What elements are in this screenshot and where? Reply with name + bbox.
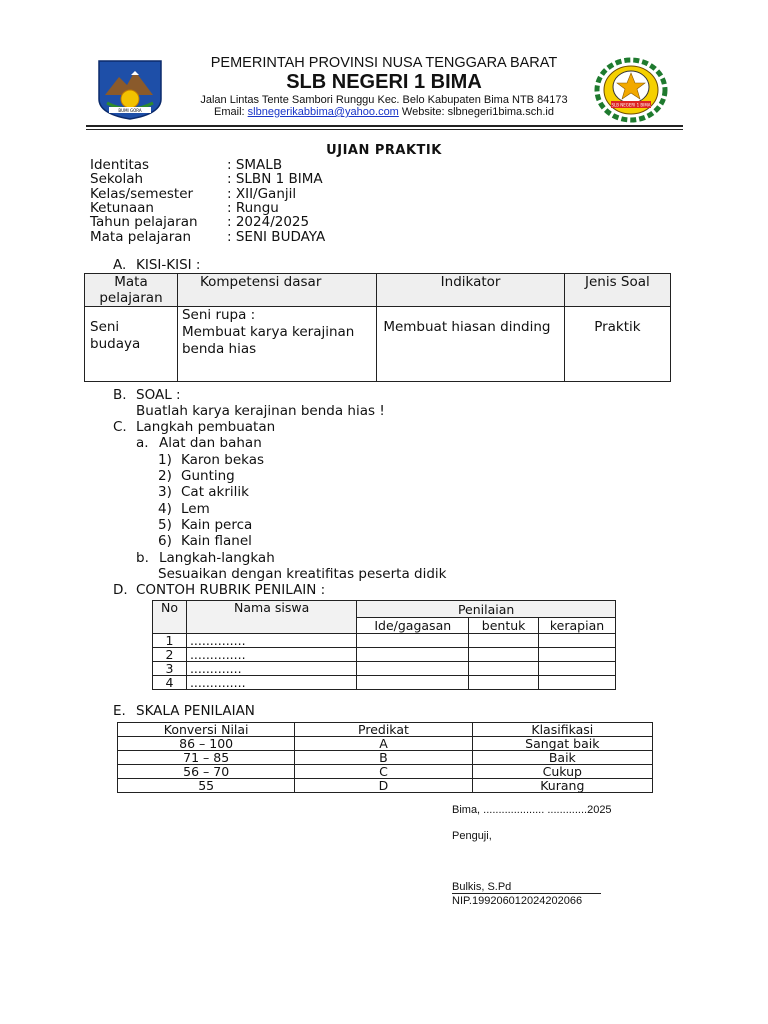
list-number: 6) bbox=[158, 533, 172, 549]
sub-marker: a. bbox=[136, 435, 149, 451]
page-title: UJIAN PRAKTIK bbox=[326, 143, 442, 158]
list-number: 3) bbox=[158, 484, 172, 500]
list-item bbox=[158, 452, 264, 468]
table-cell: 2 bbox=[153, 648, 187, 662]
identity-value: : SENI BUDAYA bbox=[227, 229, 326, 245]
table-header-cell: Kompetensi dasar bbox=[177, 274, 376, 307]
table-cell: 55 bbox=[118, 779, 295, 793]
list-item bbox=[158, 517, 252, 533]
table-header-cell: Konversi Nilai bbox=[118, 723, 295, 737]
table-cell: Seni budaya bbox=[85, 307, 178, 382]
section-b-heading bbox=[113, 387, 181, 403]
identity-value: : XII/Ganjil bbox=[227, 186, 297, 202]
header-province: PEMERINTAH PROVINSI NUSA TENGGARA BARAT bbox=[210, 55, 558, 71]
signature-nip: NIP.199206012024202066 bbox=[452, 895, 583, 907]
list-text: Karon bekas bbox=[181, 452, 265, 468]
website-label: Website: bbox=[401, 106, 445, 118]
table-cell-competency bbox=[177, 307, 376, 382]
identity-label: Tahun pelajaran bbox=[90, 214, 198, 230]
subsection-a-heading bbox=[136, 435, 262, 451]
table-cell: 1 bbox=[153, 634, 187, 648]
table-header-row bbox=[153, 601, 616, 618]
list-item bbox=[158, 501, 210, 517]
section-marker: D. bbox=[113, 582, 128, 598]
list-number: 1) bbox=[158, 452, 172, 468]
competency-line: Membuat karya kerajinan benda hias bbox=[181, 324, 355, 357]
table-cell bbox=[469, 676, 539, 690]
section-a-heading bbox=[113, 257, 200, 273]
table-header-cell: Nama siswa bbox=[186, 601, 356, 634]
identity-label: Sekolah bbox=[90, 171, 144, 187]
identity-label: Identitas bbox=[90, 157, 150, 173]
header-divider-thick bbox=[86, 125, 683, 127]
section-title: SOAL : bbox=[136, 387, 181, 403]
email-link[interactable]: slbnegerikabbima@yahoo.com bbox=[247, 106, 399, 118]
table-header-cell: Mata pelajaran bbox=[85, 274, 178, 307]
grading-scale-table bbox=[117, 722, 653, 793]
table-cell bbox=[357, 662, 469, 676]
table-header-row bbox=[118, 723, 653, 737]
table-cell: Membuat hiasan dinding bbox=[377, 307, 564, 382]
school-logo-icon bbox=[589, 57, 673, 124]
table-cell: C bbox=[295, 765, 472, 779]
table-header-cell: Klasifikasi bbox=[472, 723, 652, 737]
table-cell bbox=[357, 634, 469, 648]
table-cell: Baik bbox=[472, 751, 652, 765]
table-cell bbox=[539, 634, 616, 648]
section-title: Langkah pembuatan bbox=[136, 419, 276, 435]
table-cell: Kurang bbox=[472, 779, 652, 793]
table-row bbox=[118, 765, 653, 779]
section-b-text: Buatlah karya kerajinan benda hias ! bbox=[136, 403, 385, 419]
identity-value: : Rungu bbox=[227, 200, 279, 216]
rubric-table bbox=[152, 600, 616, 690]
identity-label: Mata pelajaran bbox=[90, 229, 192, 245]
table-cell: 56 – 70 bbox=[118, 765, 295, 779]
sub-marker: b. bbox=[136, 550, 149, 566]
table-cell: A bbox=[295, 737, 472, 751]
table-cell: 86 – 100 bbox=[118, 737, 295, 751]
table-cell bbox=[357, 648, 469, 662]
table-header-row bbox=[85, 274, 671, 307]
identity-label: Kelas/semester bbox=[90, 186, 194, 202]
subsection-b-heading bbox=[136, 550, 275, 566]
kisi-kisi-table bbox=[84, 273, 671, 382]
table-header-cell: Predikat bbox=[295, 723, 472, 737]
table-row bbox=[118, 737, 653, 751]
table-cell bbox=[539, 662, 616, 676]
table-cell: 3 bbox=[153, 662, 187, 676]
table-cell: D bbox=[295, 779, 472, 793]
table-cell bbox=[539, 648, 616, 662]
list-item bbox=[158, 533, 252, 549]
table-cell: .............. bbox=[186, 648, 356, 662]
table-cell: ............. bbox=[186, 662, 356, 676]
list-text: Cat akrilik bbox=[181, 484, 249, 500]
sub-title: Langkah-langkah bbox=[159, 550, 275, 566]
section-marker: C. bbox=[113, 419, 127, 435]
section-marker: B. bbox=[113, 387, 127, 403]
identity-row bbox=[90, 214, 309, 230]
list-text: Gunting bbox=[181, 468, 235, 484]
table-cell: Sangat baik bbox=[472, 737, 652, 751]
table-cell bbox=[357, 676, 469, 690]
table-header-cell: Penilaian bbox=[357, 601, 616, 618]
list-item bbox=[158, 484, 249, 500]
signature-place-date: Bima, .................... .............2025 bbox=[452, 804, 612, 816]
list-number: 2) bbox=[158, 468, 172, 484]
table-row bbox=[153, 648, 616, 662]
section-c-heading bbox=[113, 419, 275, 435]
subsection-b-text: Sesuaikan dengan kreatifitas peserta didik bbox=[158, 566, 447, 582]
list-text: Kain perca bbox=[181, 517, 253, 533]
list-number: 4) bbox=[158, 501, 172, 517]
table-cell: Praktik bbox=[564, 307, 670, 382]
table-row bbox=[118, 779, 653, 793]
table-cell bbox=[469, 648, 539, 662]
list-number: 5) bbox=[158, 517, 172, 533]
email-label: Email: bbox=[214, 106, 245, 118]
website-text: slbnegeri1bima.sch.id bbox=[447, 106, 554, 118]
table-cell: .............. bbox=[186, 634, 356, 648]
table-row bbox=[118, 751, 653, 765]
sub-title: Alat dan bahan bbox=[159, 435, 262, 451]
section-d-heading bbox=[113, 582, 325, 598]
table-header-cell: kerapian bbox=[539, 618, 616, 634]
section-marker: A. bbox=[113, 257, 127, 273]
identity-value: : SMALB bbox=[227, 157, 283, 173]
table-row bbox=[153, 676, 616, 690]
table-row bbox=[153, 634, 616, 648]
section-title: KISI-KISI : bbox=[136, 257, 201, 273]
table-cell: 71 – 85 bbox=[118, 751, 295, 765]
list-item bbox=[158, 468, 235, 484]
identity-value: : SLBN 1 BIMA bbox=[227, 171, 323, 187]
identity-row bbox=[90, 229, 325, 245]
table-header-cell: Indikator bbox=[377, 274, 564, 307]
logo-left-text: BUMI GORA bbox=[118, 108, 142, 113]
table-row bbox=[153, 662, 616, 676]
signature-name: Bulkis, S.Pd bbox=[452, 881, 601, 894]
competency-line: Seni rupa : bbox=[181, 307, 256, 323]
signature-role: Penguji, bbox=[452, 830, 492, 842]
section-e-heading bbox=[113, 703, 255, 719]
section-marker: E. bbox=[113, 703, 126, 719]
table-header-cell: bentuk bbox=[469, 618, 539, 634]
table-cell bbox=[469, 662, 539, 676]
table-header-cell: Jenis Soal bbox=[564, 274, 670, 307]
header-divider-thin bbox=[86, 129, 683, 130]
table-row bbox=[85, 307, 671, 382]
table-cell: 4 bbox=[153, 676, 187, 690]
table-cell bbox=[539, 676, 616, 690]
table-cell: .............. bbox=[186, 676, 356, 690]
table-cell: B bbox=[295, 751, 472, 765]
table-cell bbox=[469, 634, 539, 648]
section-title: CONTOH RUBRIK PENILAIN : bbox=[136, 582, 326, 598]
header-school-name: SLB NEGERI 1 BIMA bbox=[286, 71, 482, 93]
identity-row bbox=[90, 171, 323, 187]
section-title: SKALA PENILAIAN bbox=[136, 703, 255, 719]
header-address: Jalan Lintas Tente Sambori Runggu Kec. Belo Kabupaten Bima NTB 84173 bbox=[200, 94, 568, 106]
identity-value: : 2024/2025 bbox=[227, 214, 310, 230]
list-text: Lem bbox=[181, 501, 210, 517]
table-header-cell: No bbox=[153, 601, 187, 634]
table-cell: Cukup bbox=[472, 765, 652, 779]
table-header-cell: Ide/gagasan bbox=[357, 618, 469, 634]
list-text: Kain flanel bbox=[181, 533, 252, 549]
logo-right-text: SLB NEGERI 1 BIMA bbox=[611, 102, 651, 108]
identity-label: Ketunaan bbox=[90, 200, 154, 216]
